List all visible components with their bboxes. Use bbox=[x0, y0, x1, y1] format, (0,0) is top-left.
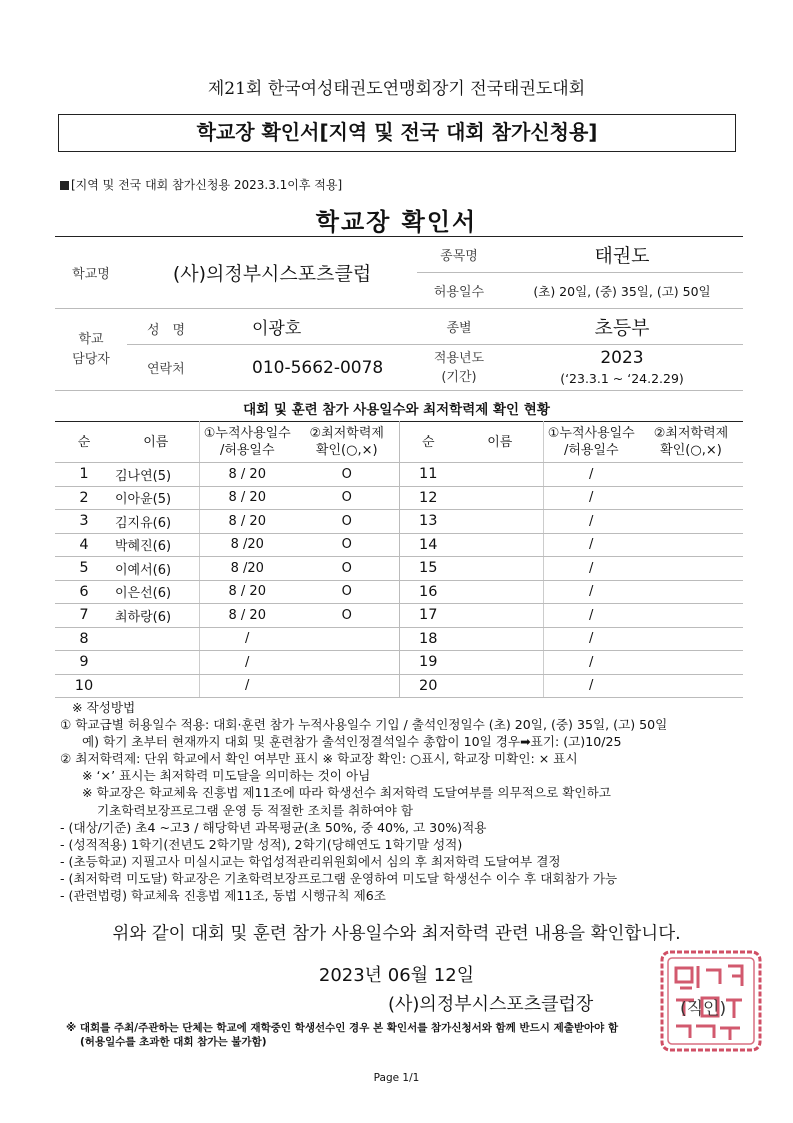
contest-title: 제21회 한국여성태권도연맹회장기 전국태권도대회 bbox=[207, 79, 586, 99]
page-number: Page 1/1 bbox=[373, 1072, 420, 1084]
note-1a: ① 학교급별 허용일수 적용: 대회·훈련 참가 누적사용일수 기입 / 출석인정일수 (초) 20일, (중) 35일, (고) 50일 bbox=[60, 717, 668, 733]
table-row: 6 이은선(6) 8 / 20 O 16 / bbox=[55, 580, 743, 604]
section-title: 대회 및 훈련 참가 사용일수와 최저학력제 확인 현황 bbox=[243, 402, 550, 418]
page-title: 학교장 확인서 bbox=[315, 208, 478, 236]
table-row: 10 / 20 / bbox=[55, 674, 743, 698]
table-header bbox=[55, 422, 743, 463]
year-value: 2023 bbox=[600, 347, 644, 368]
table-row: 1 김나연(5) 8 / 20 O 11 / bbox=[55, 463, 743, 487]
col-no: 순 bbox=[55, 422, 113, 463]
table-row: 7 최하랑(6) 8 / 20 O 17 / bbox=[55, 604, 743, 628]
table-row: 4 박혜진(6) 8 /20 O 14 / bbox=[55, 533, 743, 557]
info-table bbox=[55, 236, 743, 391]
col-name: 이름 bbox=[457, 422, 543, 463]
name-row bbox=[127, 309, 417, 345]
col-no: 순 bbox=[399, 422, 457, 463]
manager-label: 학교 담당자 bbox=[55, 309, 127, 391]
event-label: 종목명 bbox=[417, 237, 501, 273]
confirmation-statement: 위와 같이 대회 및 훈련 참가 사용일수와 최저학력 관련 내용을 확인합니다. bbox=[112, 924, 681, 944]
footer-note bbox=[66, 1021, 786, 1049]
applicability-note: [지역 및 전국 대회 참가신청용 2023.3.1이후 적용] bbox=[60, 176, 342, 193]
contact-value: 010-5662-0078 bbox=[252, 357, 384, 378]
note-2b: ※ ‘×’ 표시는 최저학력 미도달을 의미하는 것이 아님 bbox=[82, 768, 371, 784]
issue-date: 2023년 06월 12일 bbox=[318, 965, 475, 986]
seal-label: (직인) bbox=[680, 999, 727, 1019]
contact-label: 연락처 bbox=[147, 361, 185, 377]
detail-5: - (관련법령) 학교체육 진흥법 제11조, 동법 시행규칙 제6조 bbox=[60, 888, 386, 904]
table-row: 2 이아윤(5) 8 / 20 O 12 / bbox=[55, 486, 743, 510]
note-1b: 예) 학기 초부터 현재까지 대회 및 훈련참가 출석인정결석일수 총합이 10일 경우➡표기: (고)10/25 bbox=[82, 734, 622, 750]
contact-row bbox=[127, 345, 417, 391]
col-min: ②최저학력제 확인(○,×) bbox=[639, 422, 743, 463]
name-value: 이광호 bbox=[252, 319, 302, 339]
notes-heading: ※ 작성방법 bbox=[72, 700, 136, 715]
table-row: 9 / 19 / bbox=[55, 651, 743, 675]
year-period: (‘23.3.1 ~ ‘24.2.29) bbox=[560, 370, 684, 386]
detail-4: - (최저학력 미도달) 학교장은 기초학력보장프로그램 운영하여 미도달 학생선수 이수 후 대회참가 가능 bbox=[60, 870, 618, 886]
col-min: ②최저학력제 확인(○,×) bbox=[295, 422, 399, 463]
table-row: 5 이예서(6) 8 /20 O 15 / bbox=[55, 557, 743, 581]
instructions bbox=[60, 699, 760, 904]
col-days: ①누적사용일수 /허용일수 bbox=[543, 422, 639, 463]
table-row: 3 김지유(6) 8 / 20 O 13 / bbox=[55, 510, 743, 534]
days-value: (초) 20일, (중) 35일, (고) 50일 bbox=[501, 273, 743, 309]
event-value: 태권도 bbox=[501, 237, 743, 273]
athlete-table bbox=[55, 421, 743, 698]
note-2d: 기초학력보장프로그램 운영 등 적절한 조치를 취하여야 함 bbox=[97, 802, 413, 818]
table-row: 8 / 18 / bbox=[55, 627, 743, 651]
days-label: 허용일수 bbox=[417, 273, 501, 309]
school-value: (사)의정부시스포츠클럽 bbox=[127, 237, 417, 309]
name-label: 성 명 bbox=[147, 323, 186, 338]
signer-name: (사)의정부시스포츠클럽장 bbox=[388, 994, 594, 1015]
school-label: 학교명 bbox=[55, 237, 127, 309]
document-banner: 학교장 확인서[지역 및 전국 대회 참가신청용] bbox=[58, 114, 736, 152]
footer-line-1: ※ 대회를 주최/주관하는 단체는 학교에 재학중인 학생선수인 경우 본 확인서를 참가신청서와 함께 반드시 제출받아야 함 bbox=[66, 1022, 619, 1034]
type-value: 초등부 bbox=[501, 309, 743, 345]
type-label: 종별 bbox=[417, 309, 501, 345]
detail-1: - (대상/기준) 초4 ~고3 / 해당학년 과목평균(초 50%, 중 40%, 고 30%)적용 bbox=[60, 819, 487, 835]
note-2a: ② 최저학력제: 단위 학교에서 확인 여부만 표시 ※ 학교장 확인: ○표시, 학교장 미확인: × 표시 bbox=[60, 751, 578, 767]
col-days: ①누적사용일수 /허용일수 bbox=[199, 422, 295, 463]
year-label: 적용년도 (기간) bbox=[417, 345, 501, 391]
detail-2: - (성적적용) 1학기(전년도 2학기말 성적), 2학기(당해연도 1학기말 성적) bbox=[60, 836, 463, 852]
note-2c: ※ 학교장은 학교체육 진흥법 제11조에 따라 학생선수 최저학력 도달여부를 의무적으로 확인하고 bbox=[82, 785, 611, 801]
footer-line-2: (허용일수를 초과한 대회 참가는 불가함) bbox=[80, 1036, 267, 1048]
col-name: 이름 bbox=[113, 422, 199, 463]
detail-3: - (초등학교) 지필고사 미실시교는 학업성적관리위원회에서 심의 후 최저학력 도달여부 결정 bbox=[60, 853, 561, 869]
square-bullet-icon bbox=[60, 181, 69, 190]
year-cell bbox=[501, 345, 743, 391]
